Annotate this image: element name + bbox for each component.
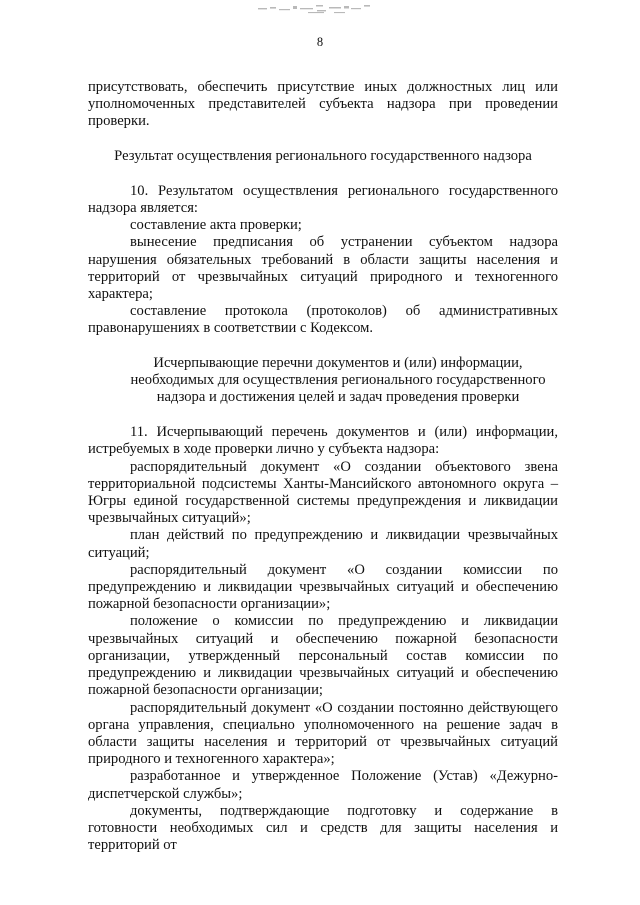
list-item: план действий по предупреждению и ликвидации чрезвычайных ситуаций; [88, 527, 558, 561]
list-item: составление акта проверки; [130, 217, 302, 234]
list-item: составление протокола (протоколов) об административных правонарушениях в соответствии с Кодексом. [88, 303, 558, 337]
paragraph-continued: присутствовать, обеспечить присутствие иных должностных лиц или уполномоченных представителей субъекта надзора при проведении проверки. [88, 79, 558, 130]
list-item: распорядительный документ «О создании комиссии по предупреждению и ликвидации чрезвычайных ситуаций и обеспечению пожарной безопасности организации»; [88, 561, 558, 613]
page-number: 8 [316, 35, 324, 49]
list-item: распорядительный документ «О создании постоянно действующего органа управления, специально уполномоченного на решение задач в области защиты населения и территорий от чрезвычайных ситуаций природного и техногенного характера»; [88, 699, 558, 768]
list-item: документы, подтверждающие подготовку и содержание в готовности необходимых сил и средств для защиты населения и территорий от [88, 802, 558, 854]
list-item: положение о комиссии по предупреждению и ликвидации чрезвычайных ситуаций и обеспечению пожарной безопасности организации, утвержденный персональный состав комиссии по предупреждению и ликвидации чрезвычайных ситуаций и обеспечению пожарной безопасности организации; [88, 613, 558, 699]
section-heading-result: Результат осуществления регионального государственного надзора [114, 147, 532, 164]
list-item: разработанное и утвержденное Положение (Устав) «Дежурно-диспетчерской службы»; [88, 768, 558, 802]
list-item: распорядительный документ «О создании объектового звена территориальной подсистемы Ханты-Мансийского автономного округа – Югры единой государственной системы предупреждения и ликвидации чрезвычайных ситуаций»; [88, 458, 558, 527]
document-body [88, 79, 558, 854]
paragraph-10: 10. Результатом осуществления регионального государственного надзора является: [88, 182, 558, 217]
scan-stamp-mark [256, 3, 374, 15]
section-heading-document-lists: Исчерпывающие перечни документов и (или) информации, необходимых для осуществления регионального государственного надзора и достижения целей и задач проведения проверки [130, 354, 546, 406]
list-item: вынесение предписания об устранении субъектом надзора нарушения обязательных требований в области защиты населения и территорий от чрезвычайных ситуаций природного и техногенного характера; [88, 234, 558, 303]
paragraph-11: 11. Исчерпывающий перечень документов и (или) информации, истребуемых в ходе проверки лично у субъекта надзора: [88, 424, 558, 458]
